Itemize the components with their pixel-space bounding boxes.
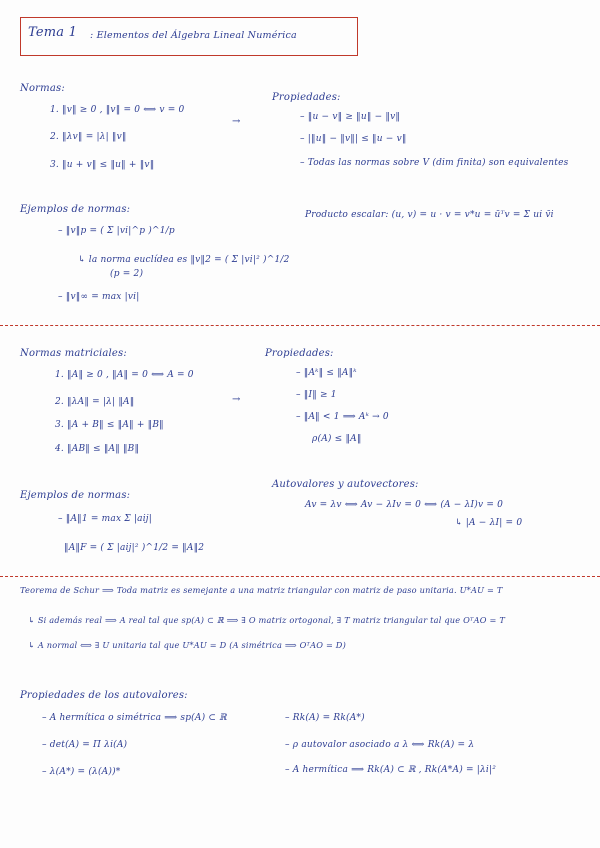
ejemplo-norma-p: – ‖v‖p = ( Σ |vi|^p )^1/p <box>58 226 175 236</box>
title-box-right <box>357 17 358 55</box>
title-box-top <box>20 17 358 18</box>
prop-autovalores-right-1: – Rk(A) = Rk(A*) <box>285 713 365 723</box>
normas-prop-1: – ‖u − v‖ ≥ ‖u‖ − ‖v‖ <box>300 112 401 122</box>
normas-matriciales-arrow: → <box>232 394 241 405</box>
normas-item-3: 3. ‖u + v‖ ≤ ‖u‖ + ‖v‖ <box>50 160 155 170</box>
ejemplos-matriciales-heading: Ejemplos de normas: <box>20 490 131 501</box>
ejemplos-normas-heading: Ejemplos de normas: <box>20 204 131 215</box>
normas-prop-2: – |‖u‖ − ‖v‖| ≤ ‖u − v‖ <box>300 134 407 144</box>
prop-autovalores-right-3: – A hermítica ⟹ Rk(A) ⊂ ℝ , Rk(A*A) = |λi|² <box>285 765 497 775</box>
schur-line-1: Teorema de Schur ⟹ Toda matriz es semejante a una matriz triangular con matriz de paso unitaria. U*AU = T <box>20 585 503 595</box>
ejemplo-matricial-frobenius: ‖A‖F = ( Σ |aij|² )^1/2 = ‖A‖2 <box>64 543 205 553</box>
separator-1 <box>0 325 600 326</box>
normas-matriciales-item-1: 1. ‖A‖ ≥ 0 , ‖A‖ = 0 ⟺ A = 0 <box>55 370 194 380</box>
page-subtitle: : Elementos del Álgebra Lineal Numérica <box>90 30 297 41</box>
normas-matriciales-prop-4: ρ(A) ≤ ‖A‖ <box>312 434 362 444</box>
ejemplo-matricial-1: – ‖A‖1 = max Σ |aij| <box>58 514 153 524</box>
page-title: Tema 1 <box>28 25 78 40</box>
normas-item-2: 2. ‖λv‖ = |λ| ‖v‖ <box>50 132 127 142</box>
autovalores-line-2: ↳ |A − λI| = 0 <box>455 518 523 528</box>
normas-item-1: 1. ‖v‖ ≥ 0 , ‖v‖ = 0 ⟺ v = 0 <box>50 105 185 115</box>
normas-matriciales-prop-3: – ‖A‖ < 1 ⟹ Aᵏ → 0 <box>296 412 389 422</box>
prop-autovalores-left-1: – A hermítica o simétrica ⟹ sp(A) ⊂ ℝ <box>42 713 227 723</box>
prop-autovalores-right-2: – ρ autovalor asociado a λ ⟺ Rk(A) = λ <box>285 740 475 750</box>
producto-escalar: Producto escalar: (u, v) = u · v = v*u = ūᵀv = Σ ui v̄i <box>305 210 554 220</box>
title-box-bottom <box>20 55 358 56</box>
normas-props-heading: Propiedades: <box>272 92 341 103</box>
normas-heading: Normas: <box>20 83 65 94</box>
normas-matriciales-item-4: 4. ‖AB‖ ≤ ‖A‖ ‖B‖ <box>55 444 140 454</box>
ejemplo-norma-inf: – ‖v‖∞ = max |vi| <box>58 292 140 302</box>
normas-arrow: → <box>232 116 241 127</box>
schur-line-3: ↳ A normal ⟺ ∃ U unitaria tal que U*AU = D (A simétrica ⟹ OᵀAO = D) <box>28 640 346 650</box>
autovalores-line-1: Av = λv ⟺ Av − λIv = 0 ⟺ (A − λI)v = 0 <box>305 500 504 510</box>
schur-line-2: ↳ Si además real ⟹ A real tal que sp(A) ⊂ ℝ ⟹ ∃ O matriz ortogonal, ∃ T matriz triangular tal que OᵀAO = T <box>28 615 506 625</box>
title-box-left <box>20 17 21 55</box>
ejemplo-norma-euclidea: ↳ la norma euclídea es ‖v‖2 = ( Σ |vi|² )^1/2 <box>78 255 290 265</box>
normas-matriciales-prop-1: – ‖Aᵏ‖ ≤ ‖A‖ᵏ <box>296 368 357 378</box>
normas-matriciales-item-3: 3. ‖A + B‖ ≤ ‖A‖ + ‖B‖ <box>55 420 164 430</box>
prop-autovalores-heading: Propiedades de los autovalores: <box>20 690 188 701</box>
prop-autovalores-left-2: – det(A) = Π λi(A) <box>42 740 128 750</box>
separator-2 <box>0 576 600 577</box>
normas-matriciales-props-heading: Propiedades: <box>265 348 334 359</box>
normas-matriciales-item-2: 2. ‖λA‖ = |λ| ‖A‖ <box>55 397 135 407</box>
normas-matriciales-prop-2: – ‖I‖ ≥ 1 <box>296 390 337 400</box>
ejemplo-norma-p2: (p = 2) <box>110 269 144 279</box>
autovalores-heading: Autovalores y autovectores: <box>272 479 419 490</box>
normas-matriciales-heading: Normas matriciales: <box>20 348 127 359</box>
prop-autovalores-left-3: – λ(A*) = (λ(A))* <box>42 767 121 777</box>
normas-prop-3: – Todas las normas sobre V (dim finita) son equivalentes <box>300 158 569 168</box>
